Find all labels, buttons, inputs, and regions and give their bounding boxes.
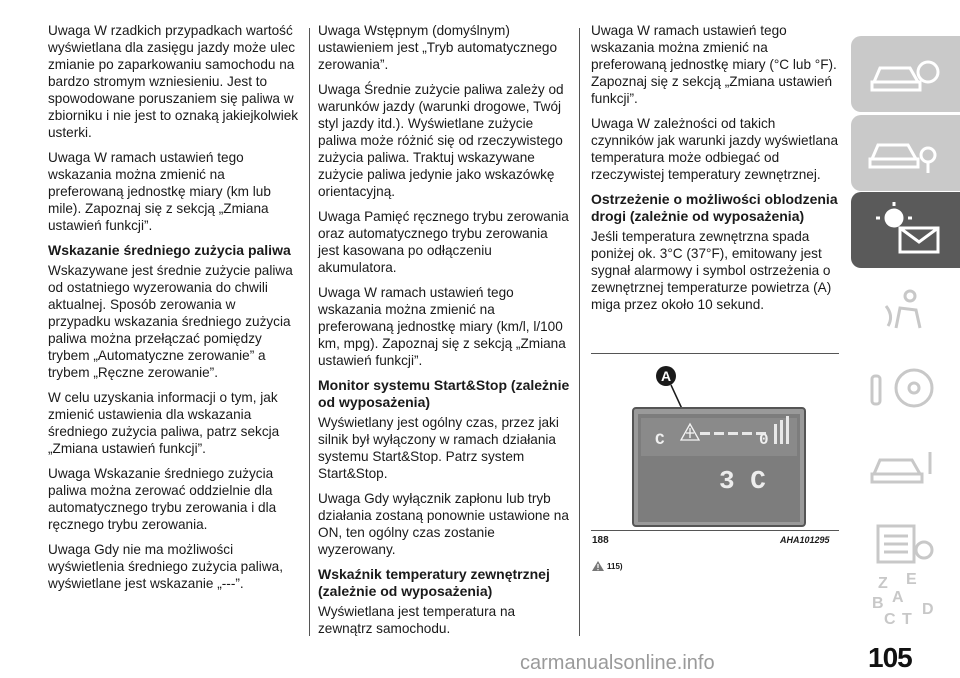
tab-emergency[interactable] (851, 428, 960, 504)
svg-text:C: C (883, 611, 896, 626)
figure-number: 188 (592, 535, 609, 546)
paragraph: Uwaga Pamięć ręcznego trybu zerowania oraz automatycznego trybu zerowania jest kasowana po odłączeniu akumulatora. (318, 209, 569, 275)
page-number: 105 (868, 642, 912, 673)
svg-text:Z: Z (877, 575, 888, 592)
svg-text:A: A (891, 589, 904, 606)
paragraph: Uwaga Wskazanie średniego zużycia paliwa można zerować oddzielnie dla automatycznego trybu zerowania i dla ręcznego trybu zerowania. (48, 466, 277, 532)
paragraph: Uwaga W ramach ustawień tego wskazania można zmienić na preferowaną jednostkę miary (km lub mile). Zapoznaj się z sekcją „Zmiana ustawień funkcji”. (48, 150, 271, 233)
car-breakdown-icon (866, 444, 946, 488)
figure-code: AHA101295 (780, 535, 830, 545)
alphabetical-index-icon (866, 570, 946, 626)
paragraph: Wskazywane jest średnie zużycie paliwa od ostatniego wyzerowania do chwili aktualnej. Sposób zerowania w przypadku wskazania średniego zużycia paliwa można przełączać pomiędzy trybem „Automatyczne zerowanie” a trybem „Ręczne zerowanie”. (48, 263, 293, 380)
paragraph: Uwaga Gdy nie ma możliwości wyświetlenia średniego zużycia paliwa, wyświetlane jest wskazanie „---”. (48, 542, 283, 591)
paragraph: Uwaga Wstępnym (domyślnym) ustawieniem jest „Tryb automatycznego zerowania”. (318, 23, 557, 72)
column-2 (318, 22, 570, 645)
tab-warning-lights[interactable] (851, 192, 960, 268)
tab-dashboard[interactable] (851, 36, 960, 112)
paragraph: Uwaga W ramach ustawień tego wskazania można zmienić na preferowaną jednostkę miary (km/l, l/100 km, mpg). Zapoznaj się z sekcją „Zmiana ustawień funkcji”. (318, 285, 566, 368)
outside-temperature-figure (591, 362, 841, 534)
figure-top-rule (591, 353, 839, 354)
section-heading: Ostrzeżenie o możliwości oblodzenia drogi (zależnie od wyposażenia) (591, 191, 838, 224)
svg-text:T: T (901, 611, 912, 626)
section-heading: Monitor systemu Start&Stop (zależnie od wyposażenia) (318, 377, 570, 410)
column-3 (591, 22, 841, 321)
column-divider (309, 28, 310, 636)
svg-text:E: E (905, 571, 917, 588)
svg-text:B: B (871, 595, 884, 612)
warning-light-envelope-icon (866, 202, 946, 258)
tab-driving[interactable] (851, 350, 960, 426)
tab-safety[interactable] (851, 272, 960, 348)
callout-a-label: A (660, 368, 672, 384)
section-heading: Wskaźnik temperatury zewnętrznej (zależnie od wyposażenia) (318, 566, 550, 599)
steering-wheel-icon (866, 366, 946, 410)
figure-bottom-rule (591, 530, 839, 531)
car-dashboard-icon (866, 52, 946, 96)
warning-reference (591, 560, 623, 572)
paragraph: Wyświetlany jest ogólny czas, przez jaki silnik był wyłączony w ramach działania systemu Start&Stop. Patrz system Start&Stop. (318, 415, 559, 481)
gauge-right-label: 0 (759, 431, 769, 449)
paragraph: Wyświetlana jest temperatura na zewnątrz samochodu. (318, 604, 516, 636)
column-1 (48, 22, 300, 600)
paragraph: Uwaga Gdy wyłącznik zapłonu lub tryb działania zostaną ponownie ustawione na ON, ten ogólny czas zostanie wyzerowany. (318, 491, 569, 557)
paragraph: Uwaga W ramach ustawień tego wskazania można zmienić na preferowaną jednostkę miary (°C lub °F). Zapoznaj się z sekcją „Zmiana ustawień funkcji”. (591, 23, 837, 106)
warning-triangle-icon (591, 560, 605, 572)
paragraph: Jeśli temperatura zewnętrzna spada poniżej ok. 3°C (37°F), emitowany jest sygnał alarmowy i symbol ostrzeżenia o zewnętrznej temperaturze powietrza (A) miga przez około 10 sekund. (591, 229, 832, 312)
section-heading: Wskazanie średniego zużycia paliwa (48, 242, 291, 258)
gauge-left-label: C (655, 431, 665, 449)
paragraph: Uwaga Średnie zużycie paliwa zależy od warunków jazdy (warunki drogowe, Twój styl jazdy itd.). Wyświetlane zużycie paliwa może różnić się od rzeczywistego zużycia paliwa. Traktuj wskazywane zużycie paliwa jedynie jako wskazówkę orientacyjną. (318, 82, 564, 199)
paragraph: Uwaga W rzadkich przypadkach wartość wyświetlana dla zasięgu jazdy może ulec zmianie po zaparkowaniu samochodu na bardzo stromym wzniesieniu. Jest to spowodowane poruszaniem się paliwa w zbiorniku i nie jest to oznaką jakiejkolwiek usterki. (48, 23, 299, 140)
airbag-seat-icon (866, 288, 946, 332)
car-key-icon (866, 131, 946, 175)
tab-index[interactable] (851, 566, 960, 630)
temperature-reading: 3 C (719, 466, 766, 496)
warning-reference-label: 115) (607, 561, 623, 571)
column-divider (579, 28, 580, 636)
svg-text:D: D (921, 601, 934, 618)
paragraph: W celu uzyskania informacji o tym, jak zmienić ustawienia dla wskazania średniego zużycia paliwa, patrz sekcja „Zmiana ustawień funkcji”. (48, 390, 280, 456)
settings-list-icon (866, 522, 946, 566)
paragraph: Uwaga W zależności od takich czynników jak warunki jazdy wyświetlana temperatura może odbiegać od rzeczywistej temperatury zewnętrznej. (591, 116, 839, 182)
watermark: carmanualsonline.info (520, 652, 715, 674)
tab-key[interactable] (851, 115, 960, 191)
